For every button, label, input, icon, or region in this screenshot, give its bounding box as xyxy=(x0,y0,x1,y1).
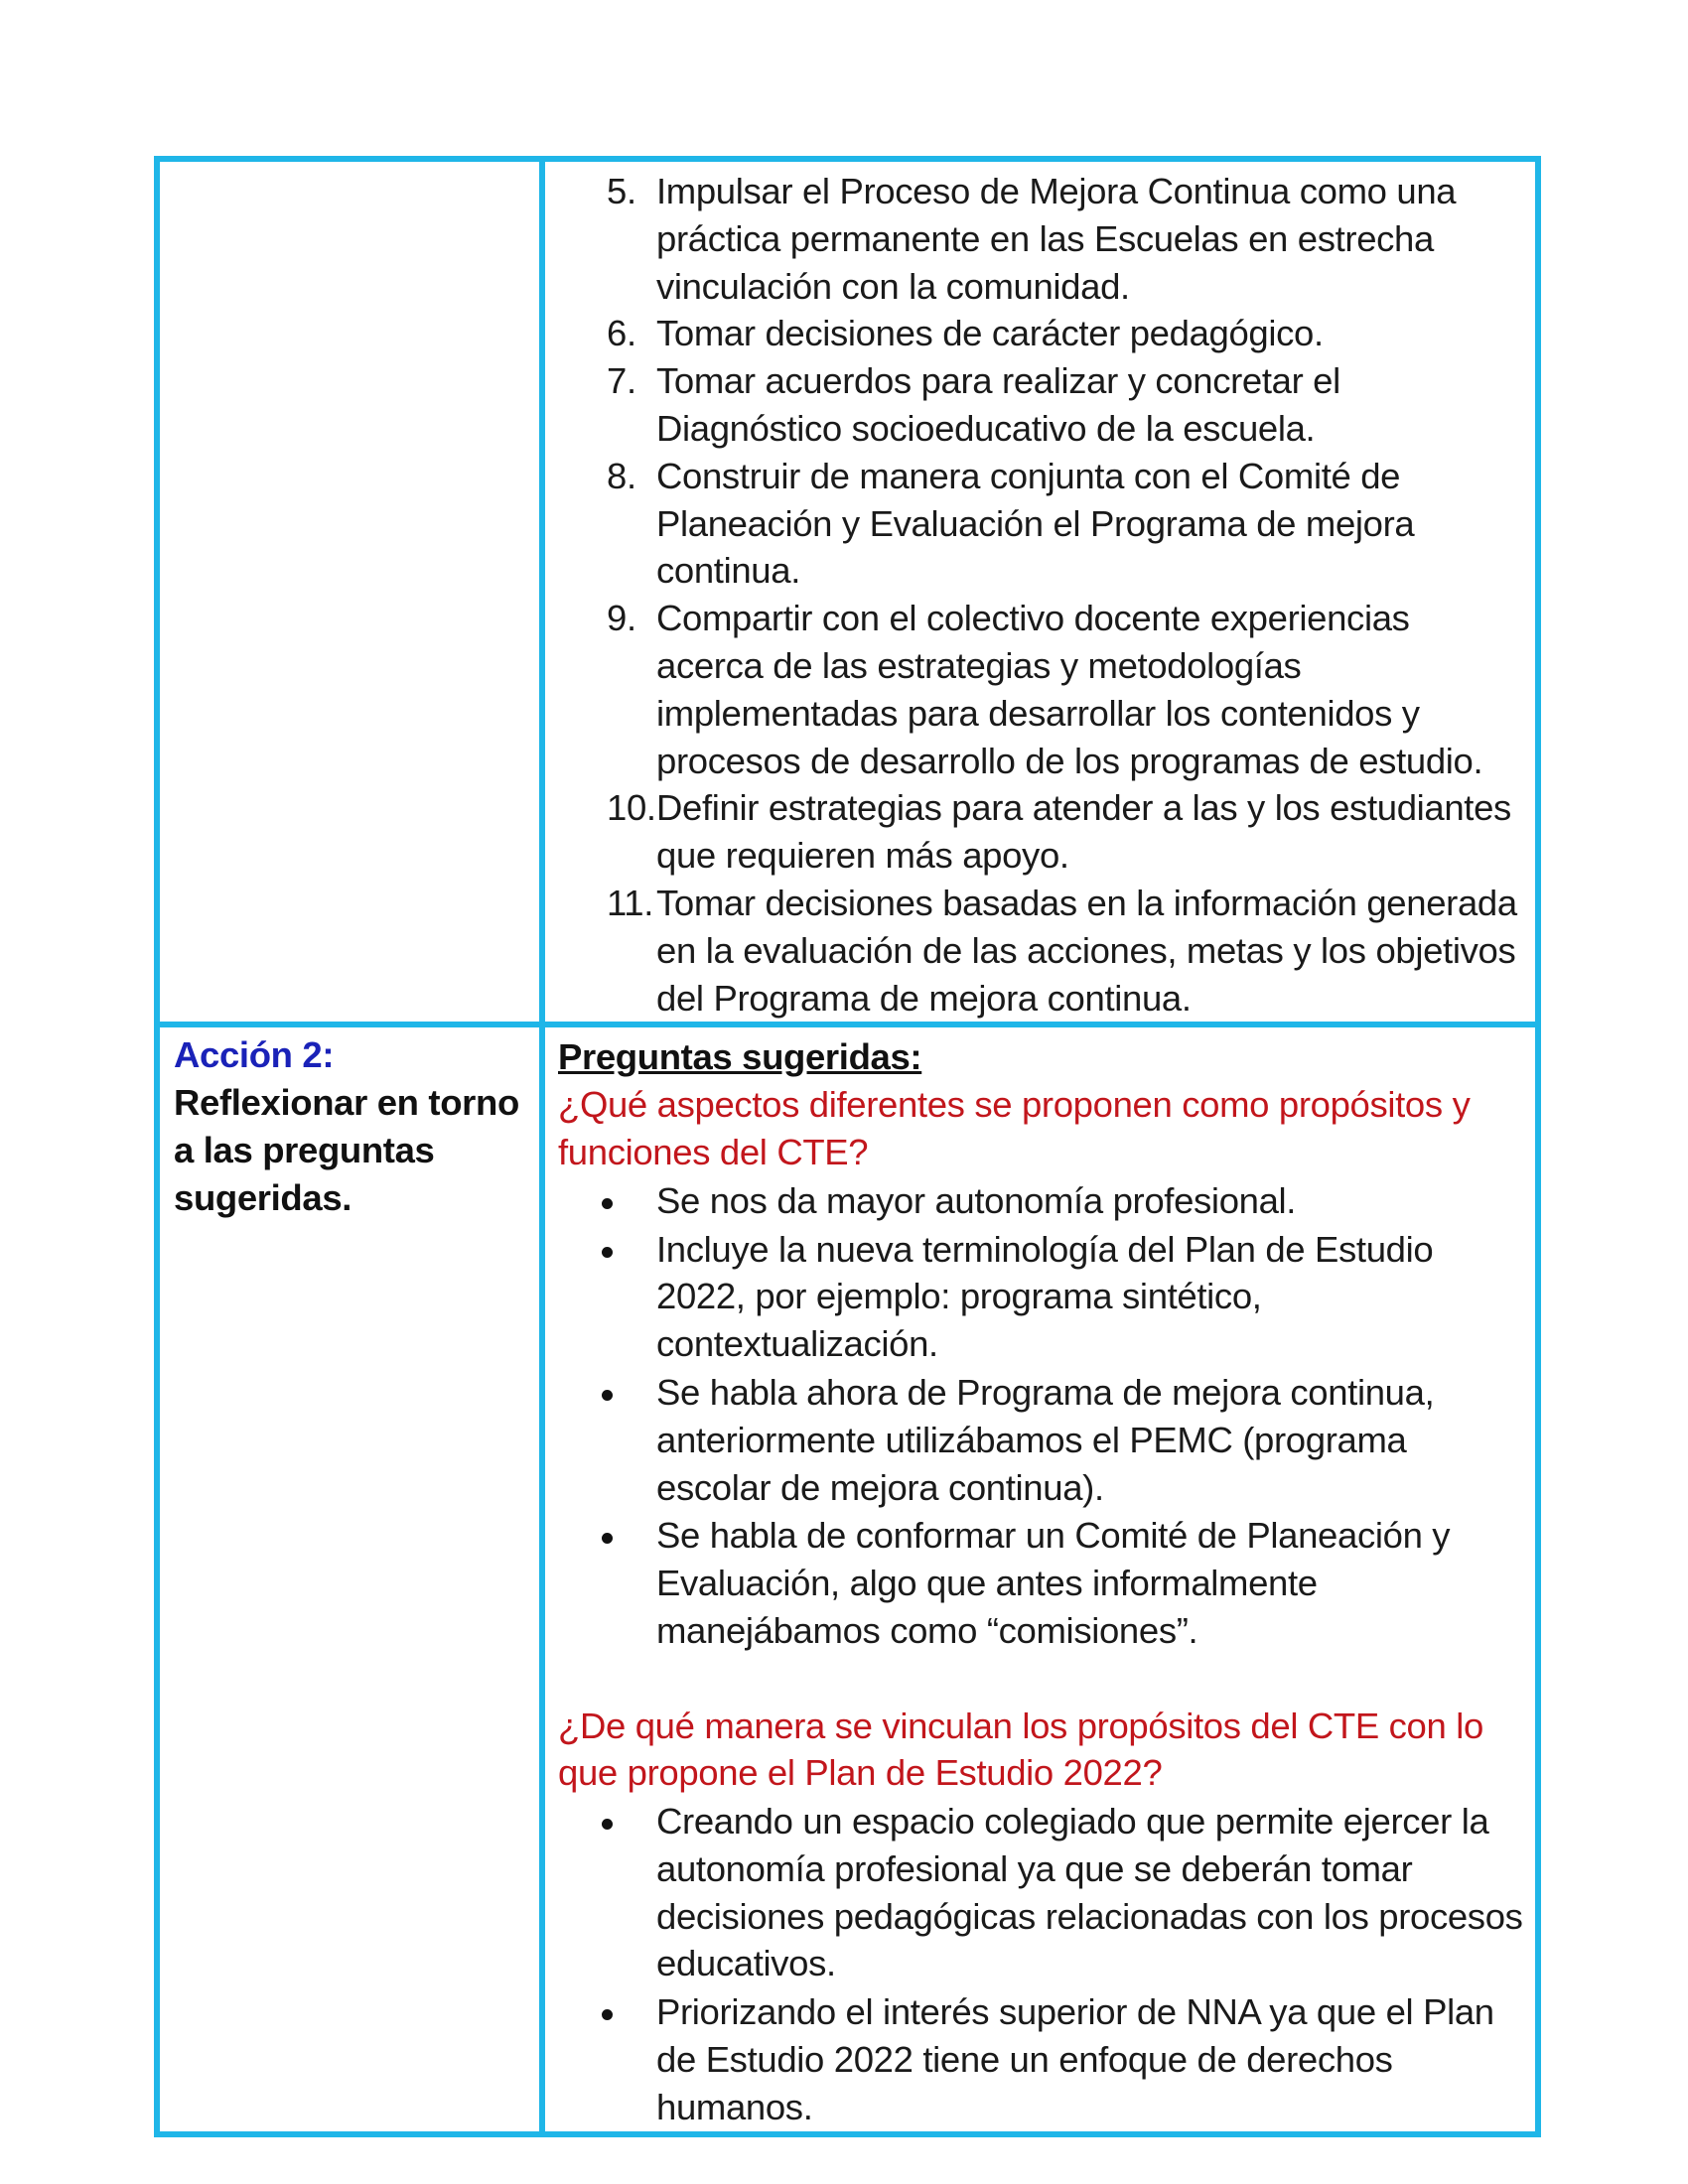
list-item-text: Tomar decisiones de carácter pedagógico. xyxy=(656,313,1324,354)
list-item xyxy=(607,453,1525,595)
list-item-text: Creando un espacio colegiado que permite ejercer la autonomía profesional ya que se deberán tomar decisiones pedagógicas relacionadas con los procesos educativos. xyxy=(656,1801,1523,1984)
bullet-icon xyxy=(602,1247,613,1258)
list-item xyxy=(656,1177,1525,1225)
list-item xyxy=(656,1369,1525,1511)
question-1: ¿Qué aspectos diferentes se proponen como propósitos y funciones del CTE? xyxy=(558,1084,1471,1172)
row1-left-cell xyxy=(157,159,542,1024)
answers-list-2 xyxy=(558,1798,1525,2131)
list-item-text: Priorizando el interés superior de NNA ya que el Plan de Estudio 2022 tiene un enfoque de derechos humanos. xyxy=(656,1991,1494,2127)
list-item xyxy=(607,595,1525,784)
content-table xyxy=(154,156,1541,2137)
list-number: 7. xyxy=(607,360,636,402)
list-item xyxy=(607,168,1525,310)
list-item xyxy=(607,357,1525,453)
row1-left-text xyxy=(160,162,539,166)
bullet-icon xyxy=(602,1390,613,1401)
list-item-text: Se habla ahora de Programa de mejora continua, anteriormente utilizábamos el PEMC (programa escolar de mejora continua). xyxy=(656,1371,1435,1508)
row1-right-cell xyxy=(542,159,1538,1024)
section-heading: Preguntas sugeridas: xyxy=(558,1036,922,1078)
table-row xyxy=(157,1024,1538,2133)
list-item xyxy=(607,310,1525,357)
list-item-text: Se nos da mayor autonomía profesional. xyxy=(656,1179,1297,1221)
list-item-text: Incluye la nueva terminología del Plan de Estudio 2022, por ejemplo: programa sintético, contextualización. xyxy=(656,1228,1434,1365)
list-number: 11. xyxy=(607,882,653,923)
list-item xyxy=(656,1512,1525,1654)
list-item-text: Tomar acuerdos para realizar y concretar el Diagnóstico socioeducativo de la escuela. xyxy=(656,360,1340,449)
action-description: Reflexionar en torno a las preguntas sugeridas. xyxy=(174,1082,519,1218)
bullet-icon xyxy=(602,2009,613,2020)
list-number: 8. xyxy=(607,455,636,496)
list-number: 9. xyxy=(607,598,636,639)
answers-list-1 xyxy=(558,1177,1525,1655)
bullet-icon xyxy=(602,1819,613,1830)
list-item xyxy=(607,784,1525,880)
list-item-text: Definir estrategias para atender a las y los estudiantes que requieren más apoyo. xyxy=(656,787,1511,877)
list-item xyxy=(656,1988,1525,2130)
bullet-icon xyxy=(602,1533,613,1544)
table-row xyxy=(157,159,1538,1024)
row2-right-cell xyxy=(542,1024,1538,2133)
list-number: 5. xyxy=(607,171,636,211)
purposes-list xyxy=(558,168,1525,1022)
question-2: ¿De qué manera se vinculan los propósitos del CTE con lo que propone el Plan de Estudio 2022? xyxy=(558,1705,1483,1794)
paragraph-spacer xyxy=(558,1655,1525,1703)
list-item xyxy=(656,1226,1525,1368)
list-item xyxy=(656,1798,1525,1987)
row2-left-cell xyxy=(157,1024,542,2133)
list-number: 10. xyxy=(607,787,656,829)
list-item xyxy=(607,880,1525,1022)
bullet-icon xyxy=(602,1198,613,1209)
list-item-text: Tomar decisiones basadas en la información generada en la evaluación de las acciones, metas y los objetivos del Programa de mejora continua. xyxy=(656,882,1517,1019)
action-title: Acción 2: xyxy=(174,1034,335,1076)
list-item-text: Se habla de conformar un Comité de Planeación y Evaluación, algo que antes informalmente manejábamos como “comisiones”. xyxy=(656,1515,1451,1651)
list-item-text: Compartir con el colectivo docente experiencias acerca de las estrategias y metodologías implementadas para desarrollar los contenidos y procesos de desarrollo de los programas de estudio. xyxy=(656,598,1483,781)
list-number: 6. xyxy=(607,313,636,354)
list-item-text: Construir de manera conjunta con el Comité de Planeación y Evaluación el Programa de mejora continua. xyxy=(656,455,1415,592)
list-item-text: Impulsar el Proceso de Mejora Continua como una práctica permanente en las Escuelas en estrecha vinculación con la comunidad. xyxy=(656,171,1457,307)
